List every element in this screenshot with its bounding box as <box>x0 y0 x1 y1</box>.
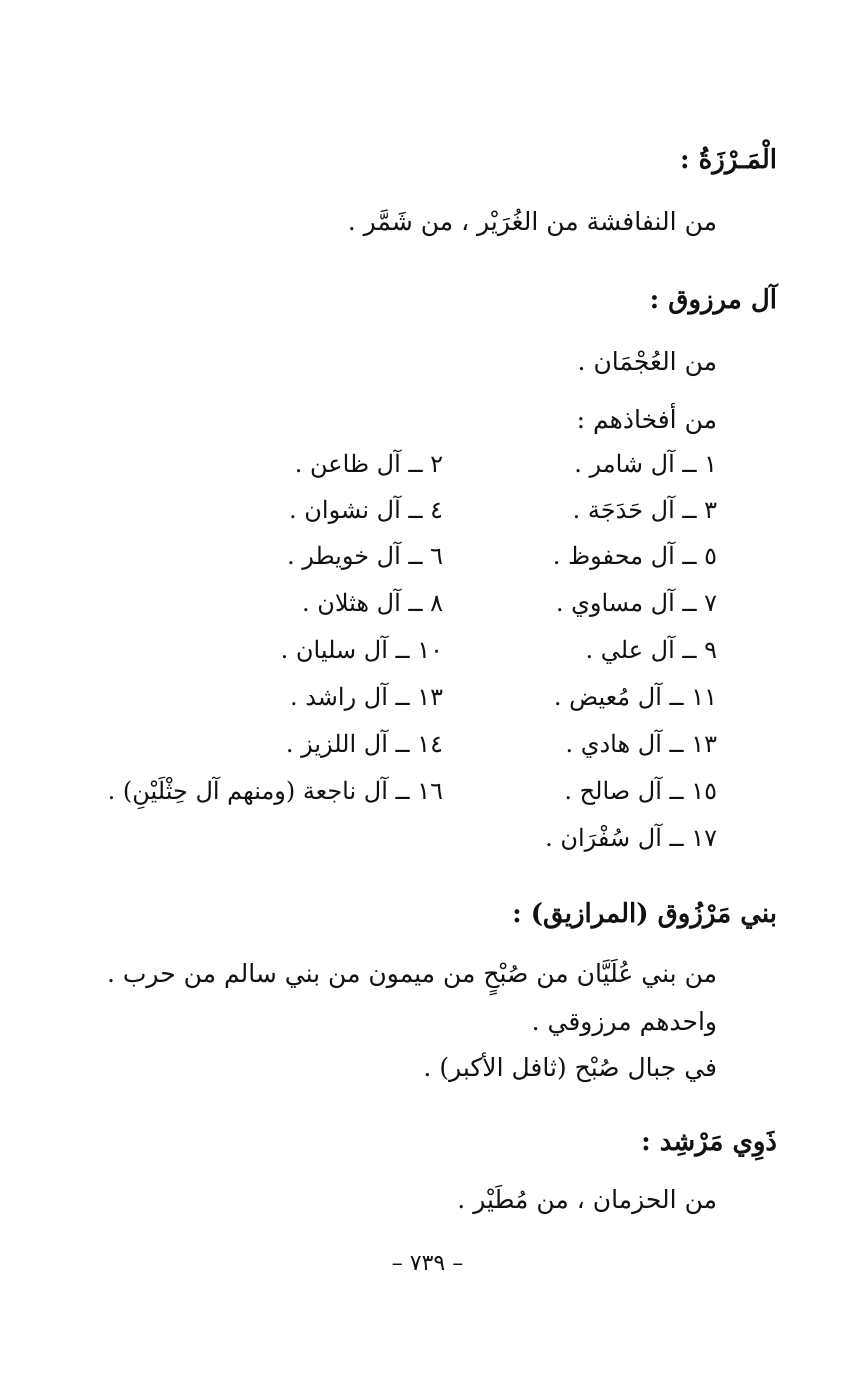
heading-al-marzouq: آل مرزوق : <box>649 285 777 315</box>
heading-dhawi-murshid: ذَوِي مَرْشِد : <box>641 1127 777 1157</box>
bani-marzouq-line-3: في جبال صُبْح (ثافل الأكبر) . <box>423 1053 717 1082</box>
list-item: ١٠ ــ آل سليان . <box>280 636 443 664</box>
al-marzouq-line-1: من العُجْمَان . <box>577 347 717 376</box>
list-item: ٤ ــ آل نشوان . <box>289 496 443 524</box>
list-item: ٣ ــ آل حَدَجَة . <box>572 496 717 524</box>
list-item: ٥ ــ آل محفوظ . <box>552 542 717 570</box>
list-item: ١٥ ــ آل صالح . <box>564 777 717 805</box>
list-item: ١٤ ــ آل اللزيز . <box>285 730 443 758</box>
list-item: ١٦ ــ آل ناجعة (ومنهم آل حِثْلَيْنِ) . <box>107 777 443 805</box>
dhawi-murshid-line-1: من الحزمان ، من مُطَيْر . <box>457 1185 717 1214</box>
heading-bani-marzouq: بني مَرْزُوق (المرازيق) : <box>512 899 777 929</box>
list-item: ١١ ــ آل مُعيض . <box>553 683 717 711</box>
bani-marzouq-line-1: من بني عُلَيَّان من صُبْحٍ من ميمون من بني سالم من حرب . <box>107 959 717 988</box>
list-item: ١٣ ــ آل راشد . <box>289 683 443 711</box>
bani-marzouq-line-2: واحدهم مرزوقي . <box>531 1007 717 1036</box>
list-item: ٢ ــ آل ظاعن . <box>294 450 443 478</box>
list-item: ٦ ــ آل خويطر . <box>286 542 443 570</box>
page-number: – ٧٣٩ – <box>391 1251 464 1276</box>
list-item: ١ ــ آل شامر . <box>574 450 717 478</box>
list-item: ١٣ ــ آل هادي . <box>565 730 717 758</box>
al-marzouq-line-2: من أفخاذهم : <box>576 405 717 434</box>
list-item: ١٧ ــ آل سُفْرَان . <box>545 824 717 852</box>
heading-marza: الْمَـرْزَةُ : <box>680 145 777 175</box>
list-item: ٨ ــ آل هثلان . <box>301 589 443 617</box>
marza-line-1: من النفافشة من الغُرَيْر ، من شَمَّر . <box>347 207 717 236</box>
list-item: ٩ ــ آل علي . <box>585 636 717 664</box>
list-item: ٧ ــ آل مساوي . <box>555 589 717 617</box>
